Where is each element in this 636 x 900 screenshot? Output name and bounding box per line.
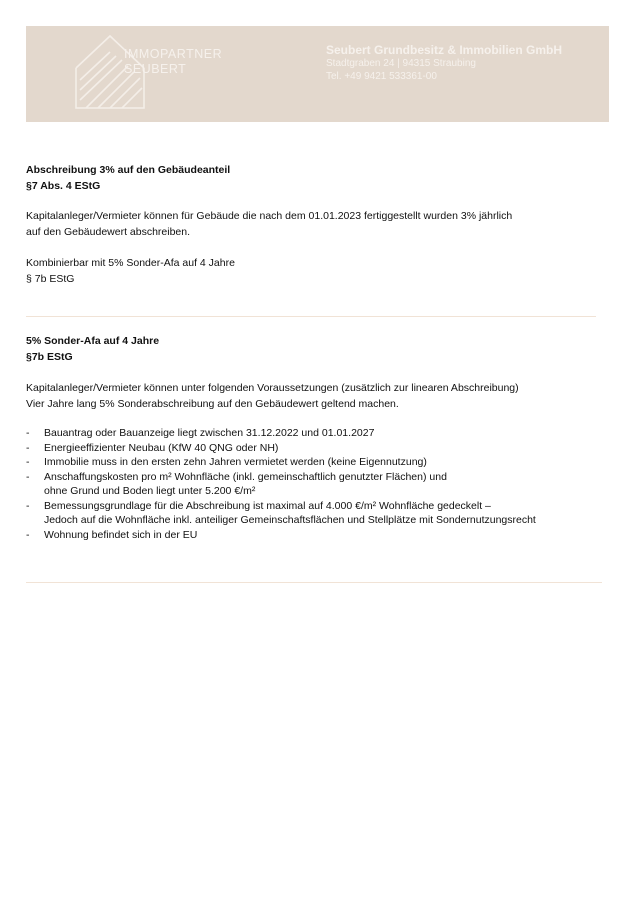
section2-paragraph-line-2: Vier Jahre lang 5% Sonderabschreibung auf den Gebäudewert geltend machen. [26, 397, 399, 410]
list-item-text: Immobilie muss in den ersten zehn Jahren vermietet werden (keine Eigennutzung) [44, 456, 427, 468]
list-item [26, 528, 596, 543]
list-dash: - [26, 427, 30, 439]
list-item [26, 455, 596, 470]
company-phone: Tel. +49 9421 533361-00 [326, 70, 437, 82]
section-divider [26, 582, 602, 583]
letterhead-banner [26, 26, 609, 122]
section1-note-line-1: Kombinierbar mit 5% Sonder-Afa auf 4 Jahre [26, 257, 235, 269]
list-dash: - [26, 528, 30, 541]
section2-title: 5% Sonder-Afa auf 4 Jahre [26, 335, 160, 347]
list-item [26, 470, 596, 499]
list-item-text-continued: ohne Grund und Boden liegt unter 5.200 €/m² [44, 485, 256, 497]
list-item-text: Bauantrag oder Bauanzeige liegt zwischen 31.12.2022 und 01.01.2027 [44, 427, 375, 439]
list-item-text: Wohnung befindet sich in der EU [44, 528, 198, 541]
section-depreciation-3-percent [26, 163, 596, 287]
section1-title: Abschreibung 3% auf den Gebäudeanteil [26, 164, 231, 176]
list-dash: - [26, 441, 30, 454]
list-dash: - [26, 470, 30, 483]
company-info [326, 43, 562, 83]
logo-line-2: SEUBERT [124, 62, 187, 76]
company-address: Stadtgraben 24 | 94315 Straubing [326, 58, 476, 69]
list-item-text: Anschaffungskosten pro m² Wohnfläche (inkl. gemeinschaftlich genutzter Flächen) und [44, 470, 447, 483]
logo-wordmark [124, 47, 222, 77]
list-item [26, 499, 596, 528]
list-item-text: Bemessungsgrundlage für die Abschreibung ist maximal auf 4.000 €/m² Wohnfläche gedeckelt – [44, 499, 491, 512]
company-name: Seubert Grundbesitz & Immobilien GmbH [326, 43, 563, 57]
section-divider [26, 316, 596, 317]
list-dash: - [26, 499, 30, 512]
list-item [26, 441, 596, 456]
list-item-text: Energieeffizienter Neubau (KfW 40 QNG oder NH) [44, 441, 279, 454]
section1-paragraph-line-1: Kapitalanleger/Vermieter können für Gebäude die nach dem 01.01.2023 fertiggestellt wurden 3% jährlich [26, 210, 513, 222]
logo-line-1: IMMOPARTNER [124, 47, 223, 61]
section-special-depreciation [26, 334, 596, 542]
list-item [26, 426, 596, 441]
section1-paragraph-line-2: auf den Gebäudewert abschreiben. [26, 225, 191, 238]
section2-paragraph-line-1: Kapitalanleger/Vermieter können unter folgenden Voraussetzungen (zusätzlich zur linearen Abschreibung) [26, 382, 519, 394]
section1-subtitle: §7 Abs. 4 EStG [26, 179, 101, 192]
requirements-list [26, 426, 596, 542]
list-item-text-continued: Jedoch auf die Wohnfläche inkl. anteiliger Gemeinschaftsflächen und Stellplätze mit Sondernutzungsrecht [44, 514, 536, 526]
section1-note-line-2: § 7b EStG [26, 272, 75, 285]
section2-subtitle: §7b EStG [26, 350, 73, 363]
list-dash: - [26, 456, 30, 468]
